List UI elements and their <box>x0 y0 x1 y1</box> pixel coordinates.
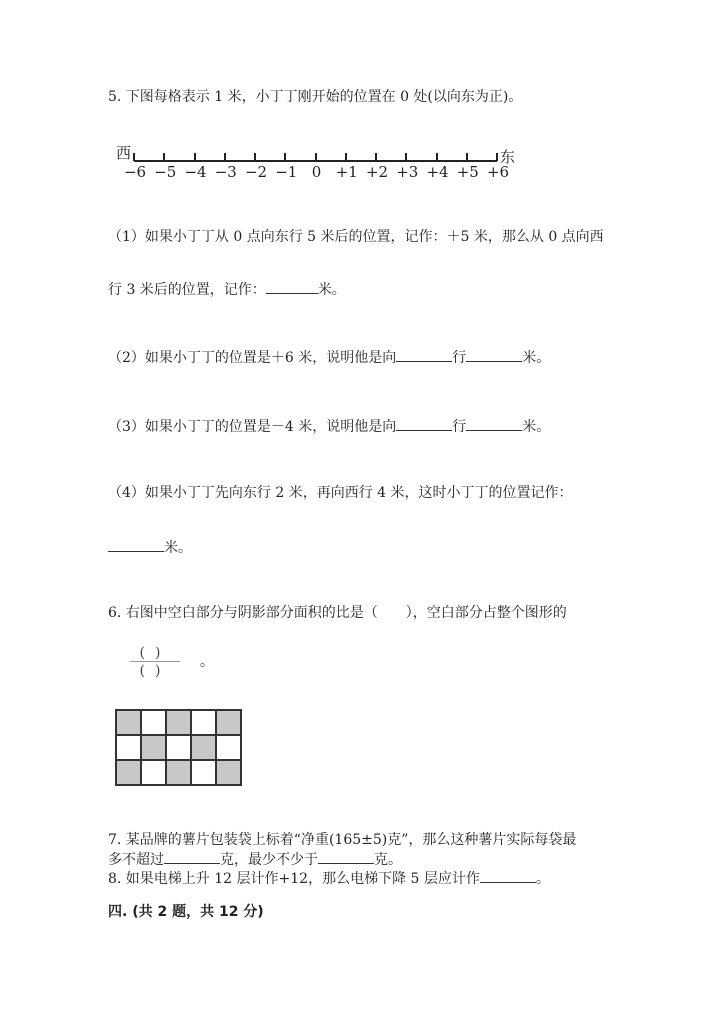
q7-line2 <box>108 849 402 869</box>
blank-cell <box>191 760 216 785</box>
shaded-cell <box>216 710 241 735</box>
number-line-tick <box>405 153 407 161</box>
number-line-tick <box>163 153 165 161</box>
q6-title: 6. 右图中空白部分与阴影部分面积的比是（ ），空白部分占整个图形的 <box>108 605 567 621</box>
q7-line1: 7. 某品牌的薯片包装袋上标着“净重(165±5)克”，那么这种薯片实际每袋最 <box>108 832 577 848</box>
tick-label: −4 <box>184 163 207 181</box>
q7-mid-text: 克，最少不少于 <box>220 852 318 868</box>
distance-blank[interactable] <box>466 347 522 362</box>
answer-blank[interactable] <box>266 279 318 294</box>
tick-label: −6 <box>123 163 147 181</box>
unit-text: 米。 <box>522 419 551 435</box>
q7-text: 多不超过 <box>108 852 164 868</box>
answer-blank[interactable] <box>108 537 164 552</box>
number-line-tick <box>284 153 286 161</box>
fraction-denominator: () <box>139 663 171 679</box>
tick-label: +2 <box>365 163 389 181</box>
unit-text: 米。 <box>164 540 192 556</box>
tick-label: −2 <box>244 163 268 181</box>
distance-blank[interactable] <box>466 416 522 431</box>
blank-cell <box>116 735 141 760</box>
shaded-cell <box>116 760 141 785</box>
tick-label: +4 <box>426 163 449 181</box>
number-line-tick <box>345 153 347 161</box>
shaded-grid-figure <box>115 709 242 786</box>
tick-label: +1 <box>335 163 358 181</box>
number-line-tick <box>496 153 498 161</box>
tick-label: −1 <box>275 163 298 181</box>
blank-cell <box>216 735 241 760</box>
shaded-cell <box>166 710 191 735</box>
min-weight-blank[interactable] <box>318 849 374 864</box>
shaded-cell <box>166 760 191 785</box>
blank-cell <box>166 735 191 760</box>
q5-part2-text: （2）如果小丁丁的位置是＋6 米，说明他是向 <box>108 350 397 366</box>
q5-part2 <box>108 347 550 367</box>
east-label: 东 <box>500 148 516 166</box>
tick-label: −3 <box>214 163 237 181</box>
west-label: 西 <box>116 144 132 162</box>
shaded-cell <box>141 735 166 760</box>
fraction-numerator: () <box>139 645 171 661</box>
q8-text: 8. 如果电梯上升 12 层计作+12，那么电梯下降 5 层应计作 <box>108 871 480 887</box>
q5-part1-line1: （1）如果小丁丁从 0 点向东行 5 米后的位置，记作：＋5 米，那么从 0 点向西 <box>108 229 604 245</box>
max-weight-blank[interactable] <box>164 849 220 864</box>
q5-part3 <box>108 416 550 436</box>
mid-text: 行 <box>452 350 467 366</box>
q8-line <box>108 868 550 888</box>
tick-label: +3 <box>396 163 419 181</box>
fraction-bar <box>130 661 180 662</box>
tick-label: +6 <box>486 163 510 181</box>
unit-text: 克。 <box>374 852 402 868</box>
number-line-tick <box>436 153 438 161</box>
number-line-tick <box>466 153 468 161</box>
fraction-period: 。 <box>200 654 214 670</box>
direction-blank[interactable] <box>396 347 452 362</box>
fraction-answer[interactable] <box>130 645 180 681</box>
blank-cell <box>191 710 216 735</box>
answer-blank[interactable] <box>480 868 536 883</box>
number-line-tick <box>375 153 377 161</box>
period-text: 。 <box>535 871 550 887</box>
q5-part4-line2 <box>108 537 192 557</box>
tick-label: 0 <box>311 163 322 181</box>
q5-part1-line2 <box>108 279 346 299</box>
number-line-tick <box>194 153 196 161</box>
blank-cell <box>141 710 166 735</box>
section-heading: 四. (共 2 题，共 12 分) <box>108 904 264 920</box>
number-line-tick <box>224 153 226 161</box>
direction-blank[interactable] <box>396 416 452 431</box>
number-line-tick <box>133 153 135 161</box>
number-line-tick <box>254 153 256 161</box>
q5-part3-text: （3）如果小丁丁的位置是－4 米，说明他是向 <box>108 419 397 435</box>
mid-text: 行 <box>452 419 467 435</box>
q5-title: 5. 下图每格表示 1 米，小丁丁刚开始的位置在 0 处(以向东为正)。 <box>108 89 523 105</box>
shaded-cell <box>216 760 241 785</box>
unit-text: 米。 <box>317 282 346 298</box>
number-line <box>110 140 530 185</box>
unit-text: 米。 <box>522 350 551 366</box>
blank-cell <box>141 760 166 785</box>
shaded-cell <box>116 710 141 735</box>
tick-label: −5 <box>154 163 177 181</box>
q5-part4-line1: （4）如果小丁丁先向东行 2 米，再向西行 4 米，这时小丁丁的位置记作： <box>108 485 573 501</box>
tick-label: +5 <box>456 163 479 181</box>
number-line-tick <box>315 153 317 161</box>
shaded-cell <box>191 735 216 760</box>
q5-part1-text: 行 3 米后的位置，记作： <box>108 282 266 298</box>
